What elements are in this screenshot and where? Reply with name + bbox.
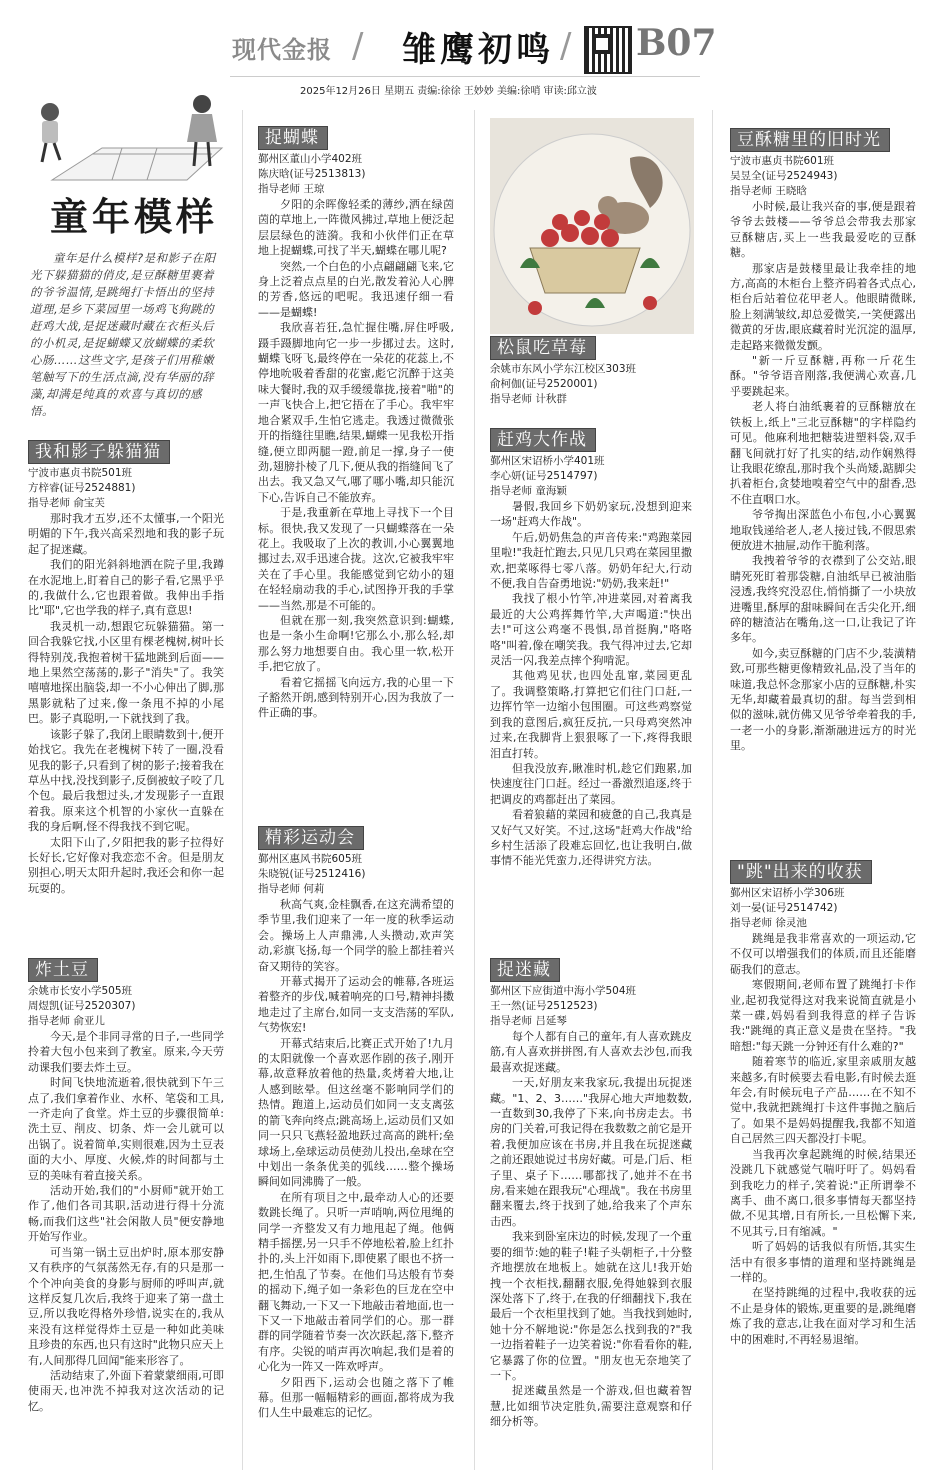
article-paragraph: 爷爷掏出深蓝色小布包,小心翼翼地取钱递给老人,老人接过钱,不假思索便放进木抽屉,动作干脆利落。 xyxy=(730,508,916,552)
article-author: 吴昱全(证号2524943) xyxy=(730,170,838,182)
article-paragraph: 活动开始,我们的"小厨师"就开始工作了,他们各司其职,活动进行得十分流畅,而我们这些"社会闲散人员"便安静地开始写作业。 xyxy=(28,1184,224,1244)
column-divider xyxy=(474,110,475,1470)
article-school: 宁波市惠贞书院501班 xyxy=(28,467,133,479)
article-paragraph: 在坚持跳绳的过程中,我收获的远不止是身体的锻炼,更重要的是,跳绳磨炼了我的意志,让我在面对学习和生活中的困难时,不再轻易退缩。 xyxy=(730,1286,916,1346)
article-title: "跳"出来的收获 xyxy=(730,860,872,884)
article-school: 宁波市惠贞书院601班 xyxy=(730,155,835,167)
article-paragraph: 小时候,最让我兴奋的事,便是跟着爷爷去鼓楼——爷爷总会带我去那家豆酥糖店,买上一些我最爱吃的豆酥糖。 xyxy=(730,200,916,260)
article-author: 李心妍(证号2514797) xyxy=(490,470,598,482)
article-title: 我和影子躲猫猫 xyxy=(28,440,170,464)
article-paragraph: 老人将白油纸裹着的豆酥糖放在铁板上,纸上"三北豆酥糖"的字样隐约可见。他麻利地把糖装进塑料袋,双手翻飞间就打好了扎实的结,动作娴熟得让我眼花缭乱,那时我个头尚矮,踮脚尖扒着柜台,贪婪地嗅着空气中的甜香,恐不住直咽口水。 xyxy=(730,400,916,506)
column-divider xyxy=(242,110,243,1470)
article-author: 朱晓锐(证号2512416) xyxy=(258,868,366,880)
article-hide-and-seek-shadow xyxy=(28,440,224,896)
article-school: 鄞州区惠风书院605班 xyxy=(258,853,363,865)
article-paragraph: 但我没放弃,瞅准时机,趁它们跑累,加快速度往门口赶。经过一番激烈追逐,终于把调皮的鸡都赶出了菜园。 xyxy=(490,761,692,806)
header-divider: / xyxy=(560,26,572,66)
article-paragraph: 那时我才五岁,还不太懂事,一个阳光明媚的下午,我兴高采烈地和我的影子玩起了捉迷藏。 xyxy=(28,512,224,556)
column-divider xyxy=(712,110,713,1470)
article-teacher: 指导老师 王晓晗 xyxy=(730,185,807,197)
dateline: 2025年12月26日 星期五 责编:徐徐 王妙妙 美编:徐哨 审读:邱立波 xyxy=(300,86,597,97)
topic-intro: 童年是什么模样?是和影子在阳光下躲猫猫的俏皮,是豆酥糖里裹着的爷爷温情,是跳绳打卡悟出的坚持道理,是乡下菜园里一场鸡飞狗跳的赶鸡大战,是捉迷藏时藏在衣柜头后的小机灵,是捉蝴蝶又放蝴蝶的柔软心肠……这些文字,是孩子们用稚嫩笔触写下的生活点滴,没有华丽的辞藻,却满是纯真的欢喜与真切的感悟。 xyxy=(30,251,216,418)
article-title: 炸土豆 xyxy=(28,958,98,982)
article-paragraph: 夕阳西下,运动会也随之落下了帷幕。但那一幅幅精彩的画面,都将成为我们人生中最难忘的记忆。 xyxy=(258,1375,454,1420)
article-title: 捉蝴蝶 xyxy=(258,126,328,150)
article-author: 方梓睿(证号2524881) xyxy=(28,482,136,494)
article-paragraph: 太阳下山了,夕阳把我的影子拉得好长好长,它好像对我恋恋不舍。但是朋友别担心,明天太阳升起时,我还会和你一起玩耍的。 xyxy=(28,835,224,895)
article-title: 捉迷藏 xyxy=(490,958,560,982)
artwork-credit xyxy=(490,336,692,407)
article-paragraph: 于是,我重新在草地上寻找下一个目标。很快,我又发现了一只蝴蝶落在一朵花上。我吸取了上次的教训,小心翼翼地挪过去,双手迅速合拢。这次,它被我牢牢关在了手心里。我能感觉到它幼小的翅在轻轻扇动我的手心,试图挣开我的手掌——当然,那是不可能的。 xyxy=(258,506,454,612)
article-paragraph: 听了妈妈的话我似有所悟,其实生活中有很多事情的道理和坚持跳绳是一样的。 xyxy=(730,1240,916,1284)
article-paragraph: 可当第一锅土豆出炉时,原本那安静又有秩序的气氛荡然无存,有的只是那一个个冲向美食的身影与厨师的呼叫声,就这样反复几次后,我终于迎来了第一盘土豆,所以我吃得格外珍惜,说实在的,我从来没有这样觉得炸土豆是一种如此美味且珍贵的东西,也只有这时"此物只应天上有,人间那得几回闻"能来形容了。 xyxy=(28,1245,224,1367)
qr-code-icon xyxy=(584,26,632,74)
article-title: 松鼠吃草莓 xyxy=(490,336,596,360)
article-paragraph: 突然,一个白色的小点翩翩翩飞来,它身上泛着点点星的白光,散发着沁人心脾的芳香,悠远的吧呢。我迅速仔细一看——是蝴蝶! xyxy=(258,259,454,319)
article-paragraph: 夕阳的余晖像轻柔的薄纱,洒在绿茵茵的草地上,一阵微风拂过,草地上便泛起层层绿色的涟漪。我和小伙伴们正在草地上捉蝴蝶,可找了半天,蝴蝶在哪儿呢? xyxy=(258,198,454,258)
article-school: 鄞州区宋诏桥小学401班 xyxy=(490,455,605,467)
article-school: 余姚市东风小学东江校区303班 xyxy=(490,363,637,375)
page-header xyxy=(0,0,934,100)
article-paragraph: 该影子躲了,我闭上眼睛数到十,便开始找它。我先在老槐树下转了一圈,没看见我的影子,只看到了树的影子;接着我在草丛中找,没找到影子,反倒被蚊子咬了几个包。最后我想过头,才发现影子一直跟着我。原来这个机智的小家伙一直躲在我的身后啊,怪不得我找不到它呢。 xyxy=(28,727,224,834)
children-playing-illustration xyxy=(12,90,224,186)
article-paragraph: 捉迷藏虽然是一个游戏,但也藏着智慧,比如细节决定胜负,需要注意观察和仔细分析等。 xyxy=(490,1384,692,1429)
article-paragraph: 但就在那一刻,我突然意识到:蝴蝶,也是一条小生命啊!它那么小,那么轻,却那么努力地想要自由。我心里一软,松开手,把它放了。 xyxy=(258,613,454,674)
article-paragraph: 午后,奶奶焦急的声音传来:"鸡跑菜园里啦!"我赶忙跑去,只见几只鸡在菜园里撒欢,把菜啄得七零八落。奶奶年纪大,行动不便,我自告奋勇地说:"奶奶,我来赶!" xyxy=(490,530,692,591)
article-paragraph: 暑假,我回乡下奶奶家玩,没想到迎来一场"赶鸡大作战"。 xyxy=(490,500,692,529)
header-divider: / xyxy=(352,26,364,66)
article-author: 周煜凯(证号2520307) xyxy=(28,1000,136,1012)
article-paragraph: 开幕式结束后,比赛正式开始了!九月的太阳就像一个喜欢恶作剧的孩子,刚开幕,故意释放着他的热量,炙烤着大地,让人感到眩晕。但这丝毫不影响同学们的热情。跑道上,运动员们如同一支支离弦的箭飞奔向终点;跳高场上,运动员们又如同一只只飞燕轻盈地跃过高高的跳杆;垒球场上,垒球运动员使劲儿投出,垒球在空中划出一条条优美的弧线……整个操场瞬间如同沸腾了一般。 xyxy=(258,1036,454,1189)
article-paragraph: 一天,好朋友来我家玩,我提出玩捉迷藏。"1、2、3……"我屏心地大声地数数,一直数到30,我停了下来,向书房走去。书房的门关着,可我记得在我数数之前它是开着,我便加应该在书房,并且我在玩捉迷藏之前还跟她说过书房好藏。可是,门后、柜子里、桌子下……哪都找了,她并不在书房,看来她在跟我玩"心理战"。我在书房里翻来覆去,终于找到了她,给我来了个声东击西。 xyxy=(490,1076,692,1228)
article-title: 赶鸡大作战 xyxy=(490,428,596,452)
article-paragraph: 我灵机一动,想跟它玩躲猫猫。第一回合我躲它找,小区里有棵老槐树,树叶长得特别茂,我抱着树干猛地跳到后面——地上果然空荡荡的,影子"消失"了。我笑嘻嘻地探出脑袋,却一不小心伸出了脚,那黑影就粘了过来,像一条甩不掉的小尾巴。影子真聪明,一下就找到了我。 xyxy=(28,619,224,726)
article-school: 鄞州区董山小学402班 xyxy=(258,153,363,165)
article-paragraph: 看着狼藉的菜园和疲惫的自己,我真是又好气又好笑。不过,这场"赶鸡大作战"给乡村生活添了段难忘回忆,也让我明白,做事情不能光凭蛮力,还得讲究方法。 xyxy=(490,808,692,868)
photo-caption-block xyxy=(490,336,692,407)
article-teacher: 指导老师 计秋群 xyxy=(490,393,567,405)
article-paragraph: 我们的阳光斜斜地洒在院子里,我蹲在水泥地上,盯着自己的影子看,它黑乎乎的,我做什么,它也跟着做。我伸出手指比"耶",它也学我的样子,真有意思! xyxy=(28,558,224,618)
article-paragraph: 每个人都有自己的童年,有人喜欢跳皮筋,有人喜欢拼拼图,有人喜欢去沙包,而我最喜欢捉迷藏。 xyxy=(490,1030,692,1074)
article-paragraph: 其他鸡见状,也四处乱窜,菜园更乱了。我调整策略,打算把它们往门口赶,一边挥竹竿一边缩小包围圈。可这些鸡察觉到我的意图后,疯狂反抗,一只母鸡突然冲过来,在我脚背上狠狠啄了一下,疼得我眼泪直打转。 xyxy=(490,669,692,760)
article-paragraph: 跳绳是我非常喜欢的一项运动,它不仅可以增强我们的体质,而且还能磨砺我们的意志。 xyxy=(730,932,916,976)
paper-name: 现代金报 xyxy=(232,36,332,64)
article-jump-rope xyxy=(730,860,916,1347)
article-paragraph: 时间飞快地流逝着,很快就到下午三点了,我们拿着作业、水杯、笔袋和工具,一齐走向了食堂。炸土豆的步骤很简单:洗土豆、削皮、切条、炸一会儿就可以出锅了。说着简单,实则很难,因为土豆表面的大小、厚度、火候,炸的时间都与土豆的美味有着直接关系。 xyxy=(28,1076,224,1182)
page-number: B07 xyxy=(636,22,717,64)
article-paragraph: 寒假期间,老师布置了跳绳打卡作业,起初我觉得这对我来说简直就是小菜一碟,妈妈看到我得意的样子告诉我:"跳绳的真正意义是贵在坚持。"我暗想:"每天跳一分钟还有什么难的?" xyxy=(730,978,916,1053)
article-teacher: 指导老师 俞宝芙 xyxy=(28,497,105,509)
section-title: 雏鹰初鸣 xyxy=(402,30,554,70)
article-paragraph: 我来到卧室床边的时候,发现了一个重要的细节:她的鞋子!鞋子头朝柜子,十分整齐地摆放在地板上。她就在这儿!我开始拽一个衣柜找,翻翻衣服,免得她躲到衣服深处落下了,终于,在我的仔细翻找下,我在最后一个衣柜里找到了她。当我找到她时,她十分不解地说:"你是怎么找到我的?"我一边指着鞋子一边笑着说:"你看看你的鞋,它暴露了你的位置。"朋友也无奈地笑了一下。 xyxy=(490,1230,692,1382)
article-teacher: 指导老师 吕延琴 xyxy=(490,1015,567,1027)
article-title: 豆酥糖里的旧时光 xyxy=(730,128,890,152)
article-teacher: 指导老师 王琼 xyxy=(258,183,325,195)
article-paragraph: 我拽着爷爷的衣襟到了公交站,眼睛死死盯着那袋糖,自油纸早已被油脂浸透,我终究没忍住,悄悄撕了一小块放进嘴里,酥厚的甜味瞬间在舌尖化开,细碎的糖渣沾在嘴角,这一口,让我记了许多年。 xyxy=(730,554,916,645)
article-paragraph: 秋高气爽,金桂飘香,在这充满希望的季节里,我们迎来了一年一度的秋季运动会。操场上人声鼎沸,人头攒动,欢声笑动,彩旗飞扬,每一个同学的脸上都挂着兴奋又期待的笑容。 xyxy=(258,898,454,973)
article-paragraph: 随着寒节的临近,家里亲戚朋友越来越多,有时候要去看电影,有时候去逛年会,有时候玩电子产品……在不知不觉中,我就把跳绳打卡这件事抛之脑后了。如果不是妈妈提醒我,我都不知道自己居然三四天都没打卡呢。 xyxy=(730,1055,916,1146)
article-teacher: 指导老师 徐灵池 xyxy=(730,917,807,929)
article-author: 刘一晏(证号2514742) xyxy=(730,902,838,914)
article-paragraph: "新一斤豆酥糖,再称一斤花生酥。"爷爷语音刚落,我便满心欢喜,几乎要跳起来。 xyxy=(730,354,916,398)
article-title: 精彩运动会 xyxy=(258,826,364,850)
article-school: 鄞州区下应街道中海小学504班 xyxy=(490,985,637,997)
article-catching-butterflies xyxy=(258,126,454,721)
article-paragraph: 我找了根小竹竿,冲进菜园,对着离我最近的大公鸡挥舞竹竿,大声喝道:"快出去!"可这公鸡毫不畏惧,昂首挺胸,"咯咯咯"叫着,像在嘲笑我。我气得冲过去,它却灵活一闪,我差点摔个狗啃泥。 xyxy=(490,592,692,668)
article-paragraph: 当我再次拿起跳绳的时候,结果还没跳几下就感觉气喘吁吁了。妈妈看到我吃力的样子,笑着说:"正所谓拳不离手、曲不离口,很多事情每天都坚持做,不见其增,日有所长,一旦松懈下来,不见其亏,日有缩减。" xyxy=(730,1147,916,1238)
article-teacher: 指导老师 何莉 xyxy=(258,883,325,895)
topic-title: 童年模样 xyxy=(50,194,219,239)
article-paragraph: 我欣喜若狂,急忙握住嘴,屏住呼吸,蹑手蹑脚地向它一步一步挪过去。这时,蝴蝶飞呀飞,最终停在一朵花的花蕊上,不停地吮吸着香甜的花蜜,彪它沉醉于这美味大餐时,我的双手缓缓靠拢,接着"啪"的一声飞快合上,把它捂在了手心。我牢牢地合紧双手,生怕它逃走。我透过微微张开的指缝往里瞧,结果,蝴蝶一见我松开指缝,便立即两腿一蹬,前足一撑,身子一使劲,翅膀扑棱了几下,便从我的指缝间飞了出去。我又急又气,哪了哪小嘴,却只能沉下心,告诉自己不能放弃。 xyxy=(258,321,454,504)
article-author: 陈庆晗(证号2513813) xyxy=(258,168,366,180)
article-school: 鄞州区宋诏桥小学306班 xyxy=(730,887,845,899)
article-author: 俞柯伽(证号2520001) xyxy=(490,378,598,390)
article-chasing-chickens xyxy=(490,428,692,869)
article-author: 王一然(证号2512523) xyxy=(490,1000,598,1012)
squirrel-strawberry-painting xyxy=(490,118,694,334)
article-paragraph: 在所有项目之中,最牵动人心的还要数跳长绳了。只听一声哨响,两位甩绳的同学一齐整发又有力地甩起了绳。他俩精手摇摆,另一只手不停地松着,脸上红扑扑的,头上汗如雨下,即使累了眼也不挤一把,生怕乱了节奏。在他们马达般有节奏的摇动下,绳子如一条彩色的巨龙在空中翻飞舞动,一下又一下地敲击着地面,也一下又一下地敲击着同学们的心。那一群群的同学随着节奏一次次跃起,落下,整齐有序。尖锐的哨声再次响起,我们是着的心化为一阵又一阵欢呼声。 xyxy=(258,1190,454,1374)
article-bean-crisp-candy xyxy=(730,128,916,754)
article-paragraph: 那家店是鼓楼里最让我牵挂的地方,高高的木柜台上整齐码着各式点心,柜台后站着位花甲老人。他眼睛微眯,脸上刻满皱纹,却总爱微笑,一笑便露出微黄的牙齿,眼底藏着时光沉淀的温厚,走起路来微微发颤。 xyxy=(730,261,916,352)
article-sports-meet xyxy=(258,826,454,1421)
article-hide-and-seek xyxy=(490,958,692,1430)
article-school: 余姚市长安小学505班 xyxy=(28,985,133,997)
article-paragraph: 活动结束了,外面下着蒙蒙细雨,可即使雨天,也冲洗不掉我对这次活动的记忆。 xyxy=(28,1368,224,1413)
article-paragraph: 看着它摇摇飞向远方,我的心里一下子豁然开朗,感到特别开心,因为我放了一件正确的事。 xyxy=(258,675,454,720)
article-paragraph: 如今,卖豆酥糖的门店不少,装潢精致,可那些糖更像精致礼品,没了当年的味道,我总怀念那家小店的豆酥糖,朴实无华,却藏着最真切的甜。每当尝到相似的滋味,就仿佛又见爷爷牵着我的手,一老一小的身影,渐渐融进远方的时光里。 xyxy=(730,646,916,753)
article-paragraph: 今天,是个非同寻常的日子,一些同学拎着大包小包来到了教室。原来,今天劳动课我们要去炸土豆。 xyxy=(28,1030,224,1074)
article-fried-potato xyxy=(28,958,224,1414)
article-teacher: 指导老师 童海颖 xyxy=(490,485,567,497)
article-teacher: 指导老师 俞亚儿 xyxy=(28,1015,105,1027)
article-paragraph: 开幕式揭开了运动会的帷幕,各班运着整齐的步伐,喊着响亮的口号,精神抖擞地走过了主席台,如同一支支浩荡的军队,气势恢宏! xyxy=(258,975,454,1035)
header-rule xyxy=(230,76,700,77)
